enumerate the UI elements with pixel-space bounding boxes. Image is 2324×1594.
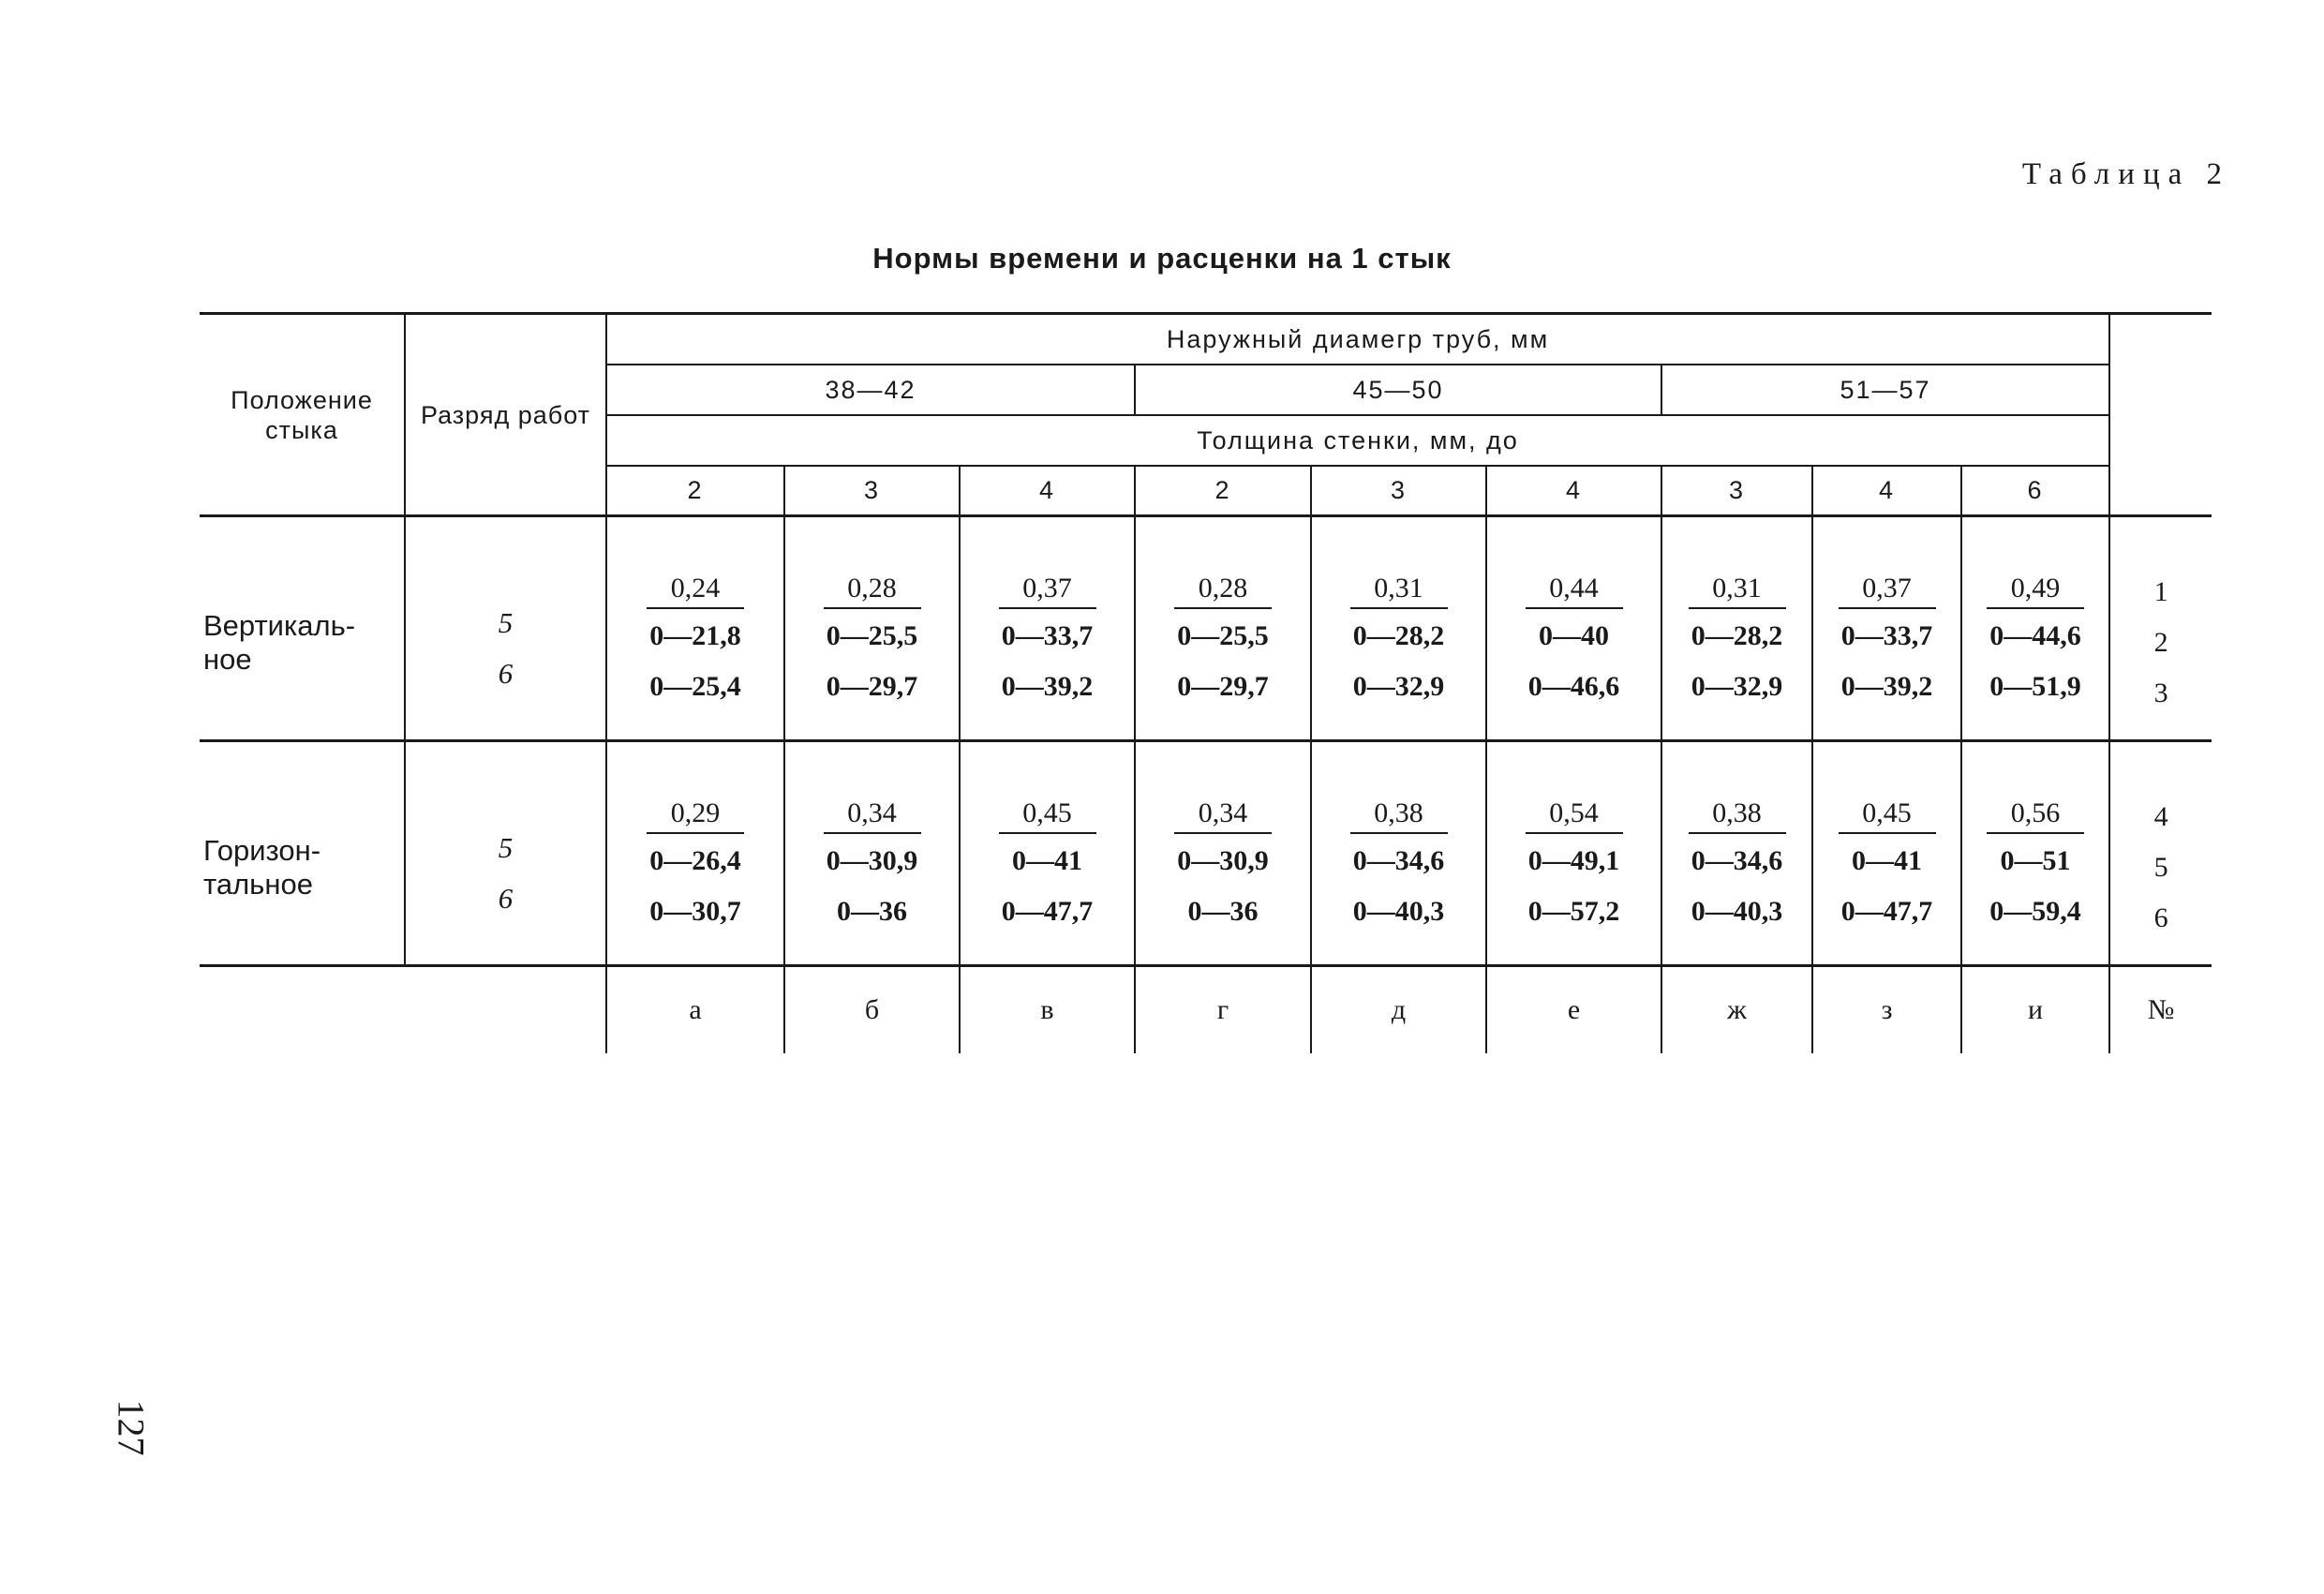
value-cell: [784, 741, 960, 966]
header-thickness: 3: [784, 466, 960, 516]
value-cell: [1311, 741, 1486, 966]
header-number-blank: [2109, 314, 2212, 516]
price-grade-5: 0—28,2: [1352, 619, 1445, 651]
table-title: Нормы времени и расценки на 1 стык: [872, 242, 1452, 275]
row-number: 5: [2153, 851, 2168, 883]
header-diameter-group: 45—50: [1135, 365, 1661, 415]
price-grade-6: 0—59,4: [1989, 895, 2081, 927]
time-norm: 0,28: [824, 572, 921, 609]
row-number: 1: [2153, 575, 2168, 607]
column-letter: б: [784, 966, 960, 1054]
time-norm: 0,56: [1987, 797, 2084, 834]
time-norm: 0,38: [1689, 797, 1786, 834]
price-grade-6: 0—29,7: [1177, 670, 1269, 702]
price-grade-5: 0—21,8: [649, 619, 741, 651]
price-grade-6: 0—36: [1187, 895, 1259, 927]
price-grade-6: 0—40,3: [1352, 895, 1445, 927]
price-grade-5: 0—28,2: [1691, 619, 1783, 651]
price-grade-6: 0—32,9: [1691, 670, 1783, 702]
column-letter: е: [1486, 966, 1661, 1054]
letter-blank: [200, 966, 405, 1054]
time-norm: 0,38: [1350, 797, 1448, 834]
value-cell: [960, 741, 1135, 966]
time-norm: 0,45: [999, 797, 1096, 834]
column-letter: г: [1135, 966, 1311, 1054]
header-grade-label: Разряд работ: [420, 400, 591, 429]
value-cell: [1812, 516, 1961, 741]
price-grade-6: 0—39,2: [1001, 670, 1094, 702]
value-cell: [960, 516, 1135, 741]
price-grade-5: 0—49,1: [1527, 844, 1620, 876]
price-grade-5: 0—34,6: [1352, 844, 1445, 876]
header-outer-diameter: Наружный диамегр труб, мм: [606, 314, 2109, 365]
row-numbers: [2109, 516, 2212, 741]
time-norm: 0,34: [824, 797, 921, 834]
number-symbol: №: [2147, 994, 2175, 1025]
header-thickness: 4: [1812, 466, 1961, 516]
price-grade-5: 0—30,9: [826, 844, 918, 876]
header-diameter-group: 51—57: [1661, 365, 2109, 415]
position-vertical: Вертикаль- ное: [200, 516, 405, 741]
value-cell: [1661, 741, 1812, 966]
row-numbers: [2109, 741, 2212, 966]
price-grade-6: 0—57,2: [1527, 895, 1620, 927]
value-cell: [1135, 741, 1311, 966]
time-norm: 0,37: [1839, 572, 1936, 609]
value-cell: [1135, 516, 1311, 741]
price-grade-6: 0—25,4: [649, 670, 741, 702]
price-grade-5: 0—26,4: [649, 844, 741, 876]
letter-blank: [405, 966, 606, 1054]
row-number: 3: [2153, 677, 2168, 708]
price-grade-5: 0—25,5: [826, 619, 918, 651]
price-grade-5: 0—30,9: [1177, 844, 1269, 876]
price-grade-6: 0—36: [837, 895, 907, 927]
position-horizontal: Горизон- тальное: [200, 741, 405, 966]
price-grade-6: 0—39,2: [1840, 670, 1933, 702]
time-norm: 0,49: [1987, 572, 2084, 609]
grade-value: 5: [498, 831, 514, 864]
grade-value: 6: [498, 882, 514, 915]
value-cell: [1961, 741, 2109, 966]
header-wall-thickness: Толщина стенки, мм, до: [606, 415, 2109, 466]
price-grade-5: 0—44,6: [1989, 619, 2081, 651]
price-grade-5: 0—33,7: [1840, 619, 1933, 651]
price-grade-5: 0—41: [1012, 844, 1082, 876]
table-label: Таблица 2: [2021, 157, 2230, 191]
row-number: 4: [2153, 800, 2168, 832]
value-cell: [606, 741, 784, 966]
price-grade-6: 0—47,7: [1001, 895, 1094, 927]
column-letter: и: [1961, 966, 2109, 1054]
value-cell: [1486, 741, 1661, 966]
price-grade-6: 0—29,7: [826, 670, 918, 702]
column-letter: ж: [1661, 966, 1812, 1054]
value-cell: [1486, 516, 1661, 741]
grade-cell: [405, 516, 606, 741]
header-position-label: Положение стыка: [231, 385, 373, 444]
table-row-horizontal: [200, 741, 2212, 966]
grade-value: 5: [498, 606, 514, 639]
column-letter: а: [606, 966, 784, 1054]
time-norm: 0,44: [1526, 572, 1623, 609]
header-grade: [405, 314, 606, 516]
page-number: 127: [110, 1399, 153, 1456]
header-thickness: 3: [1311, 466, 1486, 516]
header-thickness: 3: [1661, 466, 1812, 516]
value-cell: [1661, 516, 1812, 741]
time-norm: 0,28: [1174, 572, 1272, 609]
time-norm: 0,37: [999, 572, 1096, 609]
time-norm: 0,29: [647, 797, 744, 834]
row-number: 2: [2153, 626, 2168, 658]
price-grade-6: 0—51,9: [1989, 670, 2081, 702]
header-position: [200, 314, 405, 516]
grade-value: 6: [498, 657, 514, 690]
price-grade-5: 0—40: [1539, 619, 1609, 651]
price-grade-6: 0—30,7: [649, 895, 741, 927]
value-cell: [1812, 741, 1961, 966]
price-grade-5: 0—41: [1852, 844, 1922, 876]
header-thickness: 2: [1135, 466, 1311, 516]
row-number: 6: [2153, 901, 2168, 933]
value-cell: [1961, 516, 2109, 741]
column-letter: з: [1812, 966, 1961, 1054]
header-thickness: 6: [1961, 466, 2109, 516]
time-norm: 0,45: [1839, 797, 1936, 834]
price-grade-5: 0—25,5: [1177, 619, 1269, 651]
header-thickness: 4: [960, 466, 1135, 516]
price-grade-5: 0—33,7: [1001, 619, 1094, 651]
price-grade-5: 0—51: [2000, 844, 2071, 876]
header-thickness: 4: [1486, 466, 1661, 516]
price-grade-6: 0—47,7: [1840, 895, 1933, 927]
column-letter: в: [960, 966, 1135, 1054]
column-letters-row: [200, 966, 2212, 1054]
time-norm: 0,54: [1526, 797, 1623, 834]
price-grade-6: 0—32,9: [1352, 670, 1445, 702]
header-thickness: 2: [606, 466, 784, 516]
header-diameter-group: 38—42: [606, 365, 1135, 415]
value-cell: [1311, 516, 1486, 741]
time-norm: 0,34: [1174, 797, 1272, 834]
price-grade-6: 0—40,3: [1691, 895, 1783, 927]
value-cell: [606, 516, 784, 741]
table-row-vertical: [200, 516, 2212, 741]
value-cell: [784, 516, 960, 741]
time-norm: 0,24: [647, 572, 744, 609]
price-grade-6: 0—46,6: [1527, 670, 1620, 702]
time-norm: 0,31: [1350, 572, 1448, 609]
price-grade-5: 0—34,6: [1691, 844, 1783, 876]
norms-table: [200, 312, 2212, 1053]
grade-cell: [405, 741, 606, 966]
time-norm: 0,31: [1689, 572, 1786, 609]
column-letter: д: [1311, 966, 1486, 1054]
